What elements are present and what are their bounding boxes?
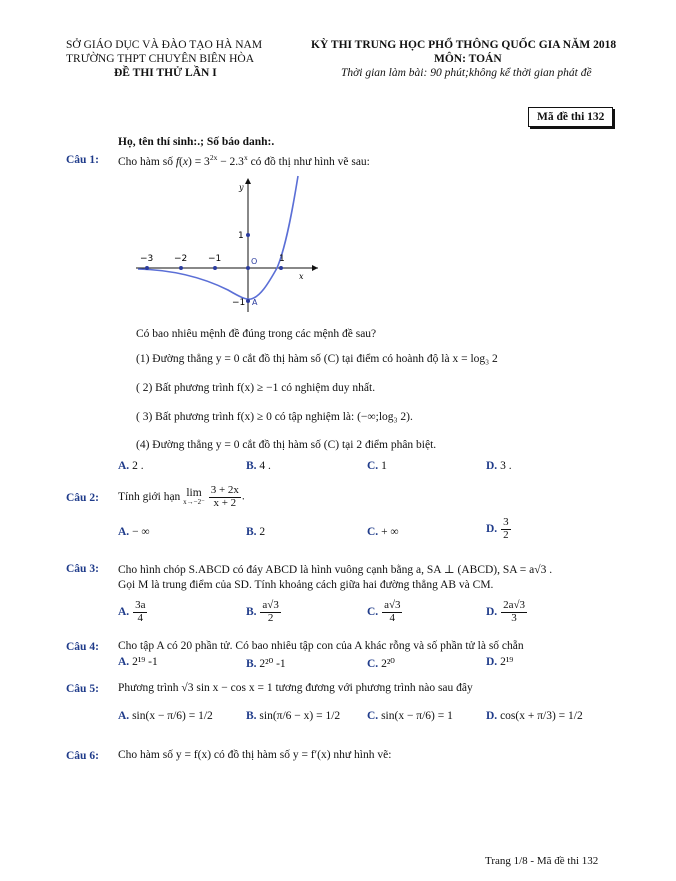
q2-option-a[interactable]: A. − ∞ bbox=[118, 526, 150, 538]
q1-prompt: Có bao nhiêu mệnh đề đúng trong các mệnh đề sau? bbox=[136, 328, 377, 340]
origin-point bbox=[246, 266, 250, 270]
curve-fx bbox=[138, 176, 298, 299]
q5-text: Phương trình √3 sin x − cos x = 1 tương đương với phương trình nào sau đây bbox=[118, 682, 473, 694]
tick-point-neg2 bbox=[179, 266, 183, 270]
q1-statement-2: ( 2) Bất phương trình f(x) ≥ −1 có nghiệm duy nhất. bbox=[136, 382, 376, 394]
x-axis-arrow bbox=[312, 265, 318, 271]
y-tick-label: 1 bbox=[238, 231, 244, 241]
q1-statement-4: (4) Đường thẳng y = 0 cắt đồ thị hàm số (C) tại 2 điểm phân biệt. bbox=[136, 439, 437, 451]
exam-code-box: Mã đề thi 132 bbox=[528, 107, 613, 127]
q1-option-b[interactable]: B. 4 . bbox=[246, 460, 271, 472]
header-subject: MÔN: TOÁN bbox=[434, 53, 502, 65]
header-exam-title: KỲ THI TRUNG HỌC PHỔ THÔNG QUỐC GIA NĂM 2018 bbox=[311, 39, 617, 51]
q4-option-d[interactable]: D. 2¹⁹ bbox=[486, 656, 514, 668]
q6-label: Câu 6: bbox=[66, 750, 99, 762]
q1-intro: Cho hàm số $f(x) = 3^{2x} - 2.3^x$ có đồ thị như hình vẽ sau: bbox=[118, 153, 370, 168]
q5-option-d[interactable]: D. cos(x + π/3) = 1/2 bbox=[486, 710, 583, 722]
q4-option-c[interactable]: C. 2²⁰ bbox=[367, 658, 395, 670]
q5-label: Câu 5: bbox=[66, 683, 99, 695]
q1-option-c[interactable]: C. 1 bbox=[367, 460, 387, 472]
q3-option-c[interactable]: C. $\frac{a√3}{4}$ bbox=[367, 599, 401, 624]
x-axis-label: x bbox=[299, 272, 304, 281]
q3-line-2: Gọi M là trung điểm của SD. Tính khoảng cách giữa hai đường thẳng AB và CM. bbox=[118, 579, 494, 591]
q6-text: Cho hàm số y = f(x) có đồ thị hàm số y = f′(x) như hình vẽ: bbox=[118, 749, 392, 761]
point-A bbox=[246, 299, 250, 303]
q3-option-d[interactable]: D. $\frac{2a√3}{3}$ bbox=[486, 599, 525, 624]
point-a-label: A bbox=[252, 298, 258, 307]
q2-option-b[interactable]: B. 2 bbox=[246, 526, 266, 538]
q5-option-a[interactable]: A. sin(x − π/6) = 1/2 bbox=[118, 710, 213, 722]
tick-point-neg3 bbox=[145, 266, 149, 270]
q1-option-a[interactable]: A. 2 . bbox=[118, 460, 144, 472]
q1-statement-3: ( 3) Bất phương trình f(x) ≥ 0 có tập nghiệm là: (−∞;log₃ 2). bbox=[136, 411, 413, 423]
tick-point-1 bbox=[279, 266, 283, 270]
y-tick-label: −1 bbox=[232, 298, 246, 308]
q3-label: Câu 3: bbox=[66, 563, 99, 575]
q1-option-d[interactable]: D. 3 . bbox=[486, 460, 512, 472]
x-tick-label: 1 bbox=[279, 254, 285, 264]
header-duration: Thời gian làm bài: 90 phút;không kể thời gian phát đề bbox=[341, 67, 592, 79]
origin-label: O bbox=[251, 257, 258, 266]
q3-option-a[interactable]: A. $\frac{3a}{4}$ bbox=[118, 599, 146, 624]
y-axis-arrow bbox=[245, 178, 251, 184]
q2-option-c[interactable]: C. + ∞ bbox=[367, 526, 399, 538]
q4-label: Câu 4: bbox=[66, 641, 99, 653]
x-tick-label: −1 bbox=[208, 254, 222, 264]
q1-statement-1: (1) Đường thẳng y = 0 cắt đồ thị hàm số (C) tại điểm có hoành độ là x = log₃ 2 bbox=[136, 353, 498, 365]
page-footer: Trang 1/8 - Mã đề thi 132 bbox=[485, 855, 599, 867]
q5-option-b[interactable]: B. sin(π/6 − x) = 1/2 bbox=[246, 710, 341, 722]
q2-label: Câu 2: bbox=[66, 492, 99, 504]
q1-function-graph bbox=[128, 172, 324, 317]
q5-option-c[interactable]: C. sin(x − π/6) = 1 bbox=[367, 710, 453, 722]
q1-label: Câu 1: bbox=[66, 154, 99, 166]
q2-text: Tính giới hạn lim x→−2⁻ $\frac{3 + 2x}{x + 2}$ . bbox=[118, 484, 245, 509]
q4-option-a[interactable]: A. 2¹⁹ -1 bbox=[118, 656, 158, 668]
header-school: TRƯỜNG THPT CHUYÊN BIÊN HÒA bbox=[66, 53, 255, 65]
q3-option-b[interactable]: B. $\frac{a√3}{2}$ bbox=[246, 599, 279, 624]
q4-text: Cho tập A có 20 phần tử. Có bao nhiêu tập con của A khác rỗng và số phần tử là số chẵn bbox=[118, 640, 524, 652]
header-dept: SỞ GIÁO DỤC VÀ ĐÀO TẠO HÀ NAM bbox=[66, 39, 263, 51]
x-tick-label: −3 bbox=[140, 254, 154, 264]
student-info-line: Họ, tên thí sinh:.; Số báo danh:. bbox=[118, 136, 275, 148]
q2-option-d[interactable]: D. $\frac{3}{2}$ bbox=[486, 516, 509, 541]
q4-option-b[interactable]: B. 2²⁰ -1 bbox=[246, 658, 286, 670]
tick-point-y1 bbox=[246, 233, 250, 237]
q3-line-1: Cho hình chóp S.ABCD có đáy ABCD là hình vuông cạnh bằng a, SA ⊥ (ABCD), SA = a√3 . bbox=[118, 564, 553, 576]
header-exam-round: ĐỀ THI THỬ LẦN I bbox=[114, 67, 217, 79]
y-axis-label: y bbox=[239, 183, 244, 192]
tick-point-neg1 bbox=[213, 266, 217, 270]
x-tick-label: −2 bbox=[174, 254, 188, 264]
